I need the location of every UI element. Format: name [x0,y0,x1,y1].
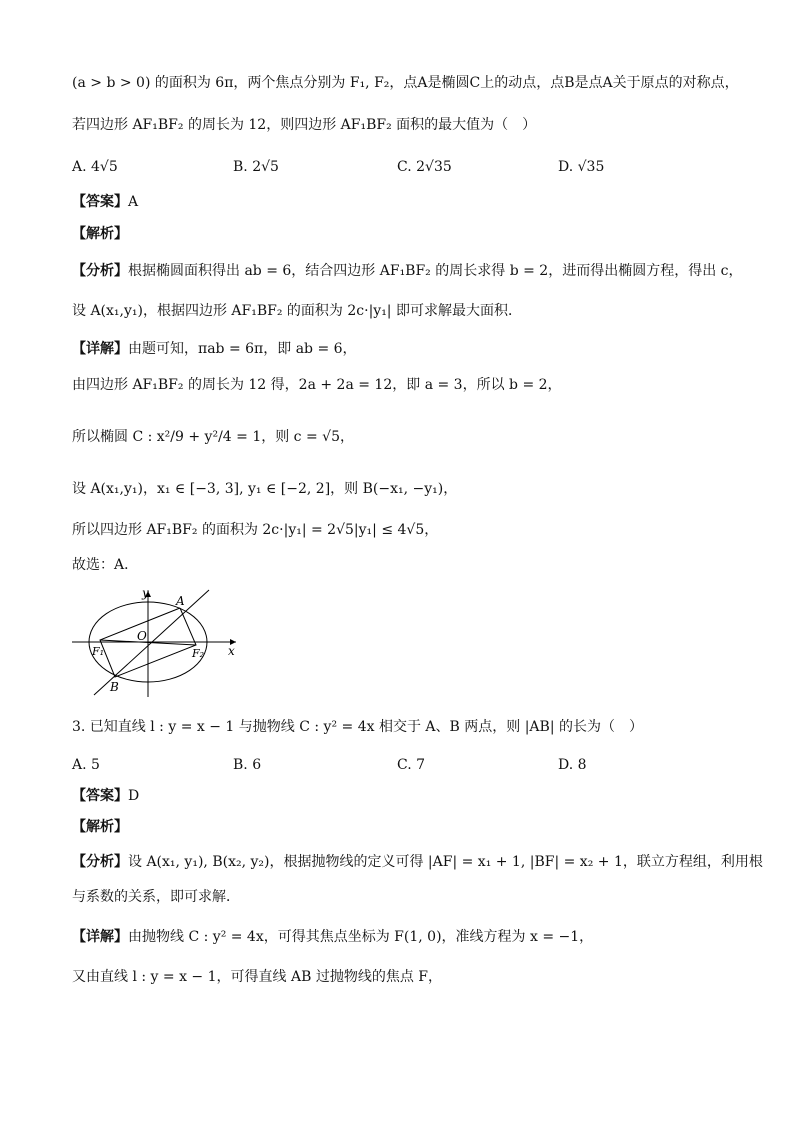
q3-step-2: 又由直线 l : y = x − 1，可得直线 AB 过抛物线的焦点 F， [72,969,442,985]
fenxi-tag: 【分析】 [72,263,128,279]
answer-value: D [128,788,140,804]
q2-step-4: 设 A(x₁,y₁)，x₁ ∈ [−3, 3], y₁ ∈ [−2, 2]，则 B(−x₁, −y₁)， [72,481,458,497]
xiangjie-text: 由题可知，πab = 6π，即 ab = 6， [128,341,357,357]
label-a: A [176,594,185,608]
fenxi-tag: 【分析】 [72,854,128,870]
label-y: y [142,586,149,600]
analysis-tag: 【解析】 [72,819,128,835]
q3-stem: 3. 已知直线 l : y = x − 1 与抛物线 C : y² = 4x 相交于 A、B 两点，则 |AB| 的长为（ ） [72,719,643,735]
label-f2: F₂ [192,647,205,660]
q3-option-d: D. 8 [558,757,587,773]
label-o: O [137,629,147,643]
q2-stem-line2: 若四边形 AF₁BF₂ 的周长为 12，则四边形 AF₁BF₂ 面积的最大值为（ ） [72,117,537,133]
q2-stem-line1: (a > b > 0) 的面积为 6π，两个焦点分别为 F₁, F₂，点A是椭圆C上的动点，点B是点A关于原点的对称点， [72,75,739,91]
answer-value: A [128,194,139,210]
xiangjie-text: 由抛物线 C : y² = 4x，可得其焦点坐标为 F(1, 0)，准线方程为 x = −1， [128,929,594,945]
q2-option-c: C. 2√35 [397,159,452,175]
q2-option-d: D. √35 [558,159,605,175]
ellipse-figure [68,585,248,700]
label-x: x [228,644,235,658]
answer-tag: 【答案】 [72,194,128,210]
xiangjie-tag: 【详解】 [72,341,128,357]
q2-xiangjie-line1 [72,340,357,358]
q3-fenxi-line1 [72,853,763,871]
q2-fenxi-line2: 设 A(x₁,y₁)，根据四边形 AF₁BF₂ 的面积为 2c·|y₁| 即可求解最大面积． [72,303,522,319]
q3-analysis-heading [72,818,128,836]
q2-analysis-heading [72,225,128,243]
q2-step-3: 所以椭圆 C : x²/9 + y²/4 = 1，则 c = √5， [72,429,354,445]
q3-fenxi-line2: 与系数的关系，即可求解． [72,889,240,905]
answer-tag: 【答案】 [72,788,128,804]
q2-step-6: 故选：A． [72,557,139,573]
fenxi-text: 根据椭圆面积得出 ab = 6，结合四边形 AF₁BF₂ 的周长求得 b = 2，进而得出椭圆方程，得出 c， [128,263,743,279]
xiangjie-tag: 【详解】 [72,929,128,945]
q3-option-b: B. 6 [233,757,262,773]
q3-xiangjie-line1 [72,928,593,946]
label-b: B [110,680,119,694]
fenxi-text: 设 A(x₁, y₁), B(x₂, y₂)，根据抛物线的定义可得 |AF| = x₁ + 1, |BF| = x₂ + 1，联立方程组，利用根 [128,854,763,870]
label-f1: F₁ [92,645,105,658]
q3-option-c: C. 7 [397,757,426,773]
q2-option-a: A. 4√5 [72,159,118,175]
q2-answer [72,193,138,211]
q3-option-a: A. 5 [72,757,100,773]
q2-fenxi-line1 [72,262,743,280]
analysis-tag: 【解析】 [72,226,128,242]
q3-answer [72,787,139,805]
q2-option-b: B. 2√5 [233,159,279,175]
q2-step-2: 由四边形 AF₁BF₂ 的周长为 12 得，2a + 2a = 12，即 a = 3，所以 b = 2， [72,377,562,393]
q2-step-5: 所以四边形 AF₁BF₂ 的面积为 2c·|y₁| = 2√5|y₁| ≤ 4√5， [72,522,439,538]
